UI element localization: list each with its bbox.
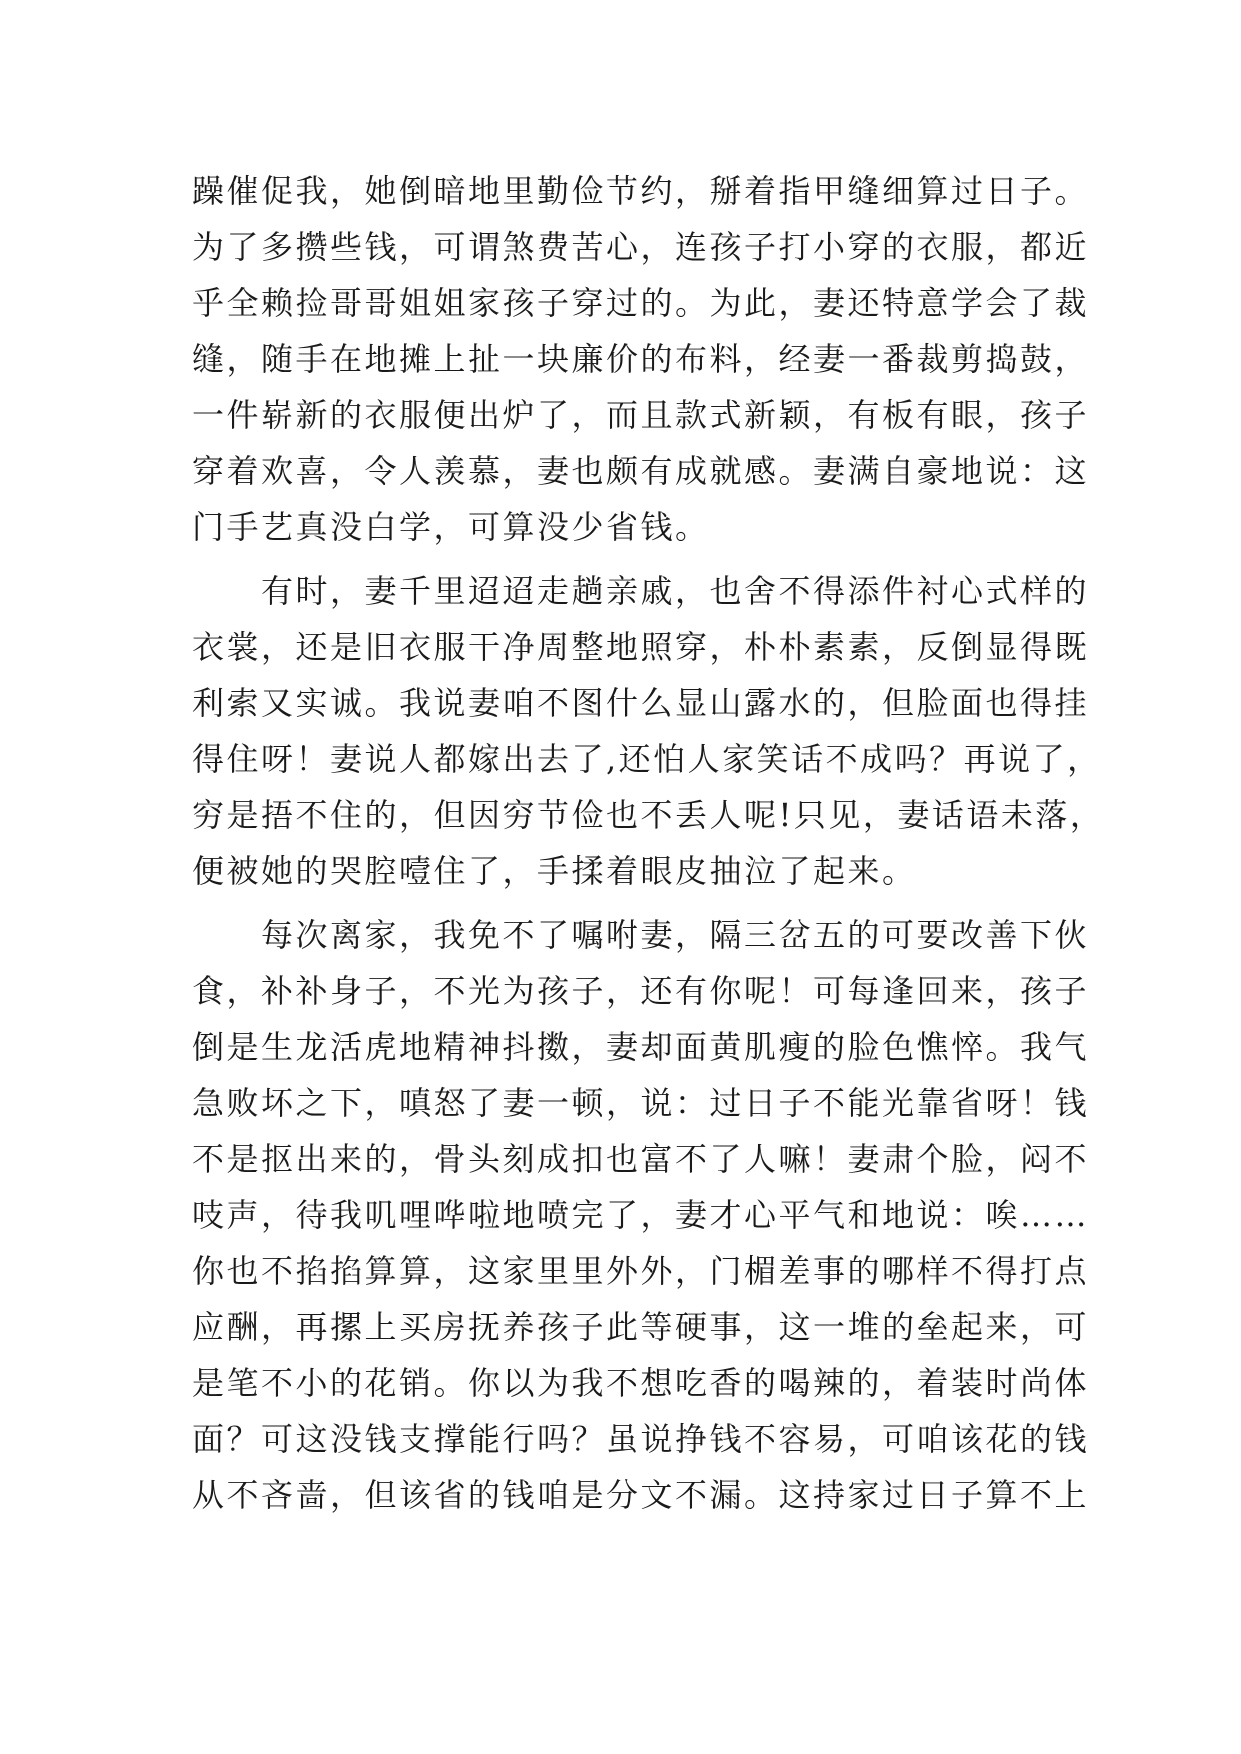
text-line: 得住呀！妻说人都嫁出去了,还怕人家笑话不成吗？再说了， [192,740,1102,778]
text-line: 缝，随手在地摊上扯一块廉价的布料，经妻一番裁剪捣鼓， [192,340,1090,378]
text-line: 面？可这没钱支撑能行吗？虽说挣钱不容易，可咱该花的钱 [192,1420,1090,1458]
paragraph-gap [192,555,1072,563]
text-line: 为了多攒些钱，可谓煞费苦心，连孩子打小穿的衣服，都近 [192,228,1090,266]
text-line: 你也不掐掐算算，这家里里外外，门楣差事的哪样不得打点 [192,1252,1090,1290]
text-line: 乎全赖捡哥哥姐姐家孩子穿过的。为此，妻还特意学会了裁 [192,284,1090,322]
text-line: 急败坏之下，嗔怒了妻一顿，说：过日子不能光靠省呀！钱 [192,1084,1090,1122]
article-text [192,163,1105,1523]
text-line: 躁催促我，她倒暗地里勤俭节约，掰着指甲缝细算过日子。 [192,172,1090,210]
text-line: 便被她的哭腔噎住了，手揉着眼皮抽泣了起来。 [192,852,917,890]
paragraph-gap [192,899,1072,907]
text-line: 衣裳，还是旧衣服干净周整地照穿，朴朴素素，反倒显得既 [192,628,1090,666]
text-line: 是笔不小的花销。你以为我不想吃香的喝辣的，着装时尚体 [192,1364,1090,1402]
text-line: 从不吝啬，但该省的钱咱是分文不漏。这持家过日子算不上 [192,1476,1090,1514]
text-line: 门手艺真没白学，可算没少省钱。 [192,508,710,546]
text-line: 穷是捂不住的，但因穷节俭也不丢人呢!只见，妻话语未落， [192,796,1105,834]
text-line: 穿着欢喜，令人羡慕，妻也颇有成就感。妻满自豪地说：这 [192,452,1090,490]
text-line: 有时，妻千里迢迢走趟亲戚，也舍不得添件衬心式样的 [192,572,1090,610]
text-line: 利索又实诚。我说妻咱不图什么显山露水的，但脸面也得挂 [192,684,1090,722]
text-line: 不是抠出来的，骨头刻成扣也富不了人嘛！妻肃个脸，闷不 [192,1140,1090,1178]
text-line: 倒是生龙活虎地精神抖擞，妻却面黄肌瘦的脸色憔悴。我气 [192,1028,1090,1066]
text-line: 食，补补身子，不光为孩子，还有你呢！可每逢回来，孩子 [192,972,1090,1010]
text-line: 每次离家，我免不了嘱咐妻，隔三岔五的可要改善下伙 [192,916,1090,954]
text-line: 一件崭新的衣服便出炉了，而且款式新颖，有板有眼，孩子 [192,396,1090,434]
text-line: 应酬，再摞上买房抚养孩子此等硬事，这一堆的垒起来，可 [192,1308,1090,1346]
text-line: 吱声，待我叽哩哗啦地喷完了，妻才心平气和地说：唉…… [192,1196,1090,1234]
